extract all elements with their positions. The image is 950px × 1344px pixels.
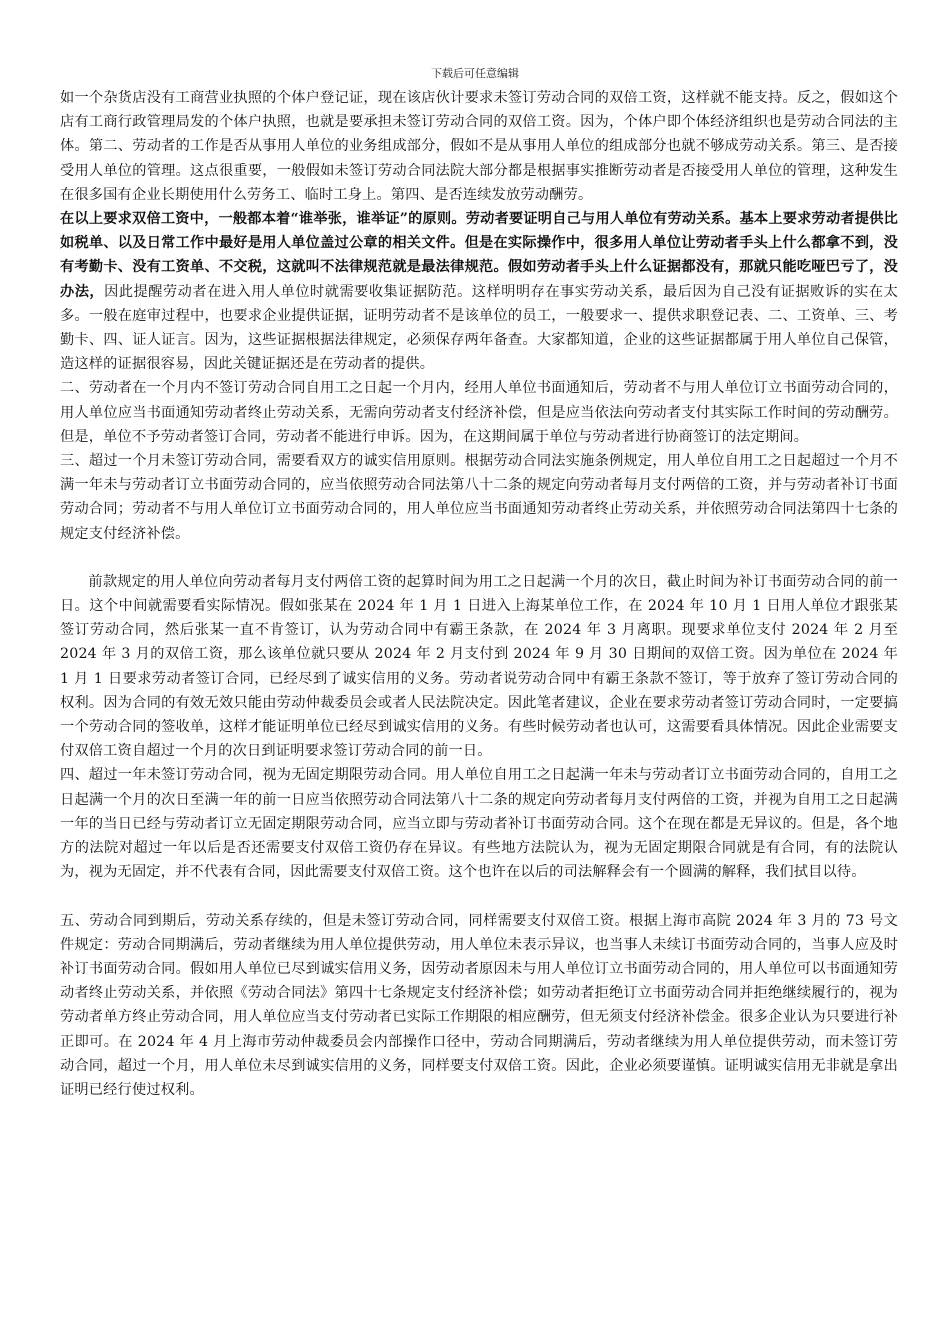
paragraph-1: 如一个杂货店没有工商营业执照的个体户登记证，现在该店伙计要求未签订劳动合同的双倍工资，这样就不能支持。反之，假如这个店有工商行政管理局发的个体户执照，也就是要承担未签订劳动合同的双倍工资。因为，个体户即个体经济组织也是劳动合同法的主体。第二、劳动者的工作是否从事用人单位的业务组成部分，假如不是从事用人单位的组成部分也就不够成劳动关系。第三、是否接受用人单位的管理。这点很重要，一般假如未签订劳动合同法院大部分都是根据事实推断劳动者是否接受用人单位的管理，这种发生在很多国有企业长期使用什么劳务工、临时工身上。第四、是否连续发放劳动酬劳。 [60, 90, 898, 203]
paragraph-2-bold-text: 在以上要求双倍工资中，一般都本着“谁举张，谁举证”的原则。劳动者要证明自己与用人单位有劳动关系。基本上要求劳动者提供比如税单、以及日常工作中最好是用人单位盖过公章的相关文件。但是在实际操作中，很多用人单位让劳动者手头上什么都拿不到，没有考勤卡、没有工资单、不交税，这就叫不法律规范就是最法律规范。假如劳动者手头上什么证据都没有，那就只能吃哑巴亏了，没办法， [60, 211, 898, 300]
paragraph-5: 前款规定的用人单位向劳动者每月支付两倍工资的起算时间为用工之日起满一个月的次日，截止时间为补订书面劳动合同的前一日。这个中间就需要看实际情况。假如张某在 2024 年 1 月 1 日进入上海某单位工作，在 2024 年 10 月 1 日用人单位才跟张某签订劳动合同，然后张某一直不肯签订，认为劳动合同中有霸王条款，在 2024 年 3 月离职。现要求单位支付 2024 年 2 月至 2024 年 3 月的双倍工资，那么该单位就只要从 2024 年 2 月支付到 2024 年 9 月 30 日期间的双倍工资。因为单位在 2024 年 1 月 1 日要求劳动者签订合同，已经尽到了诚实信用的义务。劳动者说劳动合同中有霸王条款不签订，等于放弃了签订劳动合同的权利。因为合同的有效无效只能由劳动仲裁委员会或者人民法院决定。因此笔者建议，企业在要求劳动者签订劳动合同时，一定要搞一个劳动合同的签收单，这样才能证明单位已经尽到诚实信用的义务。有些时候劳动者也认可，这需要看具体情况。因此企业需要支付双倍工资自超过一个月的次日到证明要求签订劳动合同的前一日。 [60, 573, 898, 760]
page-header: 下载后可任意编辑 [431, 67, 519, 80]
paragraph-2 [60, 207, 898, 376]
document-body [60, 86, 898, 1102]
blank-line [60, 546, 898, 570]
paragraph-3: 二、劳动者在一个月内不签订劳动合同自用工之日起一个月内，经用人单位书面通知后，劳动者不与用人单位订立书面劳动合同的，用人单位应当书面通知劳动者终止劳动关系，无需向劳动者支付经济补偿，但是应当依法向劳动者支付其实际工作时间的劳动酬劳。但是，单位不予劳动者签订合同，劳动者不能进行申诉。因为，在这期间属于单位与劳动者进行协商签订的法定期间。 [60, 380, 898, 445]
paragraph-6: 四、超过一年未签订劳动合同，视为无固定期限劳动合同。用人单位自用工之日起满一年未与劳动者订立书面劳动合同的，自用工之日起满一个月的次日至满一年的前一日应当依照劳动合同法第八十二条的规定向劳动者每月支付两倍的工资，并视为自用工之日起满一年的当日已经与劳动者订立无固定期限劳动合同，应当立即与劳动者补订书面劳动合同。这个在现在都是无异议的。但是，各个地方的法院对超过一年以后是否还需要支付双倍工资仍存在异议。有些地方法院认为，视为无固定期限合同就是有合同，有的法院认为，视为无固定，并不代表有合同，因此需要支付双倍工资。这个也许在以后的司法解释会有一个圆满的解释，我们拭目以待。 [60, 767, 898, 881]
paragraph-2-text: 因此提醒劳动者在进入用人单位时就需要收集证据防范。这样明明存在事实劳动关系，最后因为自己没有证据败诉的实在太多。一般在庭审过程中，也要求企业提供证据，证明劳动者不是该单位的员工，一般要求一、提供求职登记表、二、工资单、三、考勤卡、四、证人证言。因为，这些证据根据法律规定，必须保存两年备查。大家都知道，企业的这些证据都属于用人单位自己保管，造这样的证据很容易，因此关键证据还是在劳动者的提供。 [60, 283, 898, 373]
blank-line [60, 885, 898, 909]
paragraph-4: 三、超过一个月未签订劳动合同，需要看双方的诚实信用原则。根据劳动合同法实施条例规定，用人单位自用工之日起超过一个月不满一年未与劳动者订立书面劳动合同的，应当依照劳动合同法第八十二条的规定向劳动者每月支付两倍的工资，并与劳动者补订书面劳动合同；劳动者不与用人单位订立书面劳动合同的，用人单位应当书面通知劳动者终止劳动关系，并依照劳动合同法第四十七条的规定支付经济补偿。 [60, 453, 898, 542]
paragraph-7: 五、劳动合同到期后，劳动关系存续的，但是未签订劳动合同，同样需要支付双倍工资。根据上海市高院 2024 年 3 月的 73 号文件规定：劳动合同期满后，劳动者继续为用人单位提供劳动，用人单位未表示异议，也当事人未续订书面劳动合同的，当事人应及时补订书面劳动合同。假如用人单位已尽到诚实信用义务，因劳动者原因未与用人单位订立书面劳动合同的，用人单位可以书面通知劳动者终止劳动关系，并依照《劳动合同法》第四十七条规定支付经济补偿；如劳动者拒绝订立书面劳动合同并拒绝继续履行的，视为劳动者单方终止劳动合同，用人单位应当支付劳动者已实际工作期限的相应酬劳，但无须支付经济补偿金。很多企业认为只要进行补正即可。在 2024 年 4 月上海市劳动仲裁委员会内部操作口径中，劳动合同期满后，劳动者继续为用人单位提供劳动，而未签订劳动合同，超过一个月，用人单位未尽到诚实信用的义务，同样要支付双倍工资。因此，企业必须要谨慎。证明诚实信用无非就是拿出证明已经行使过权利。 [60, 912, 898, 1098]
